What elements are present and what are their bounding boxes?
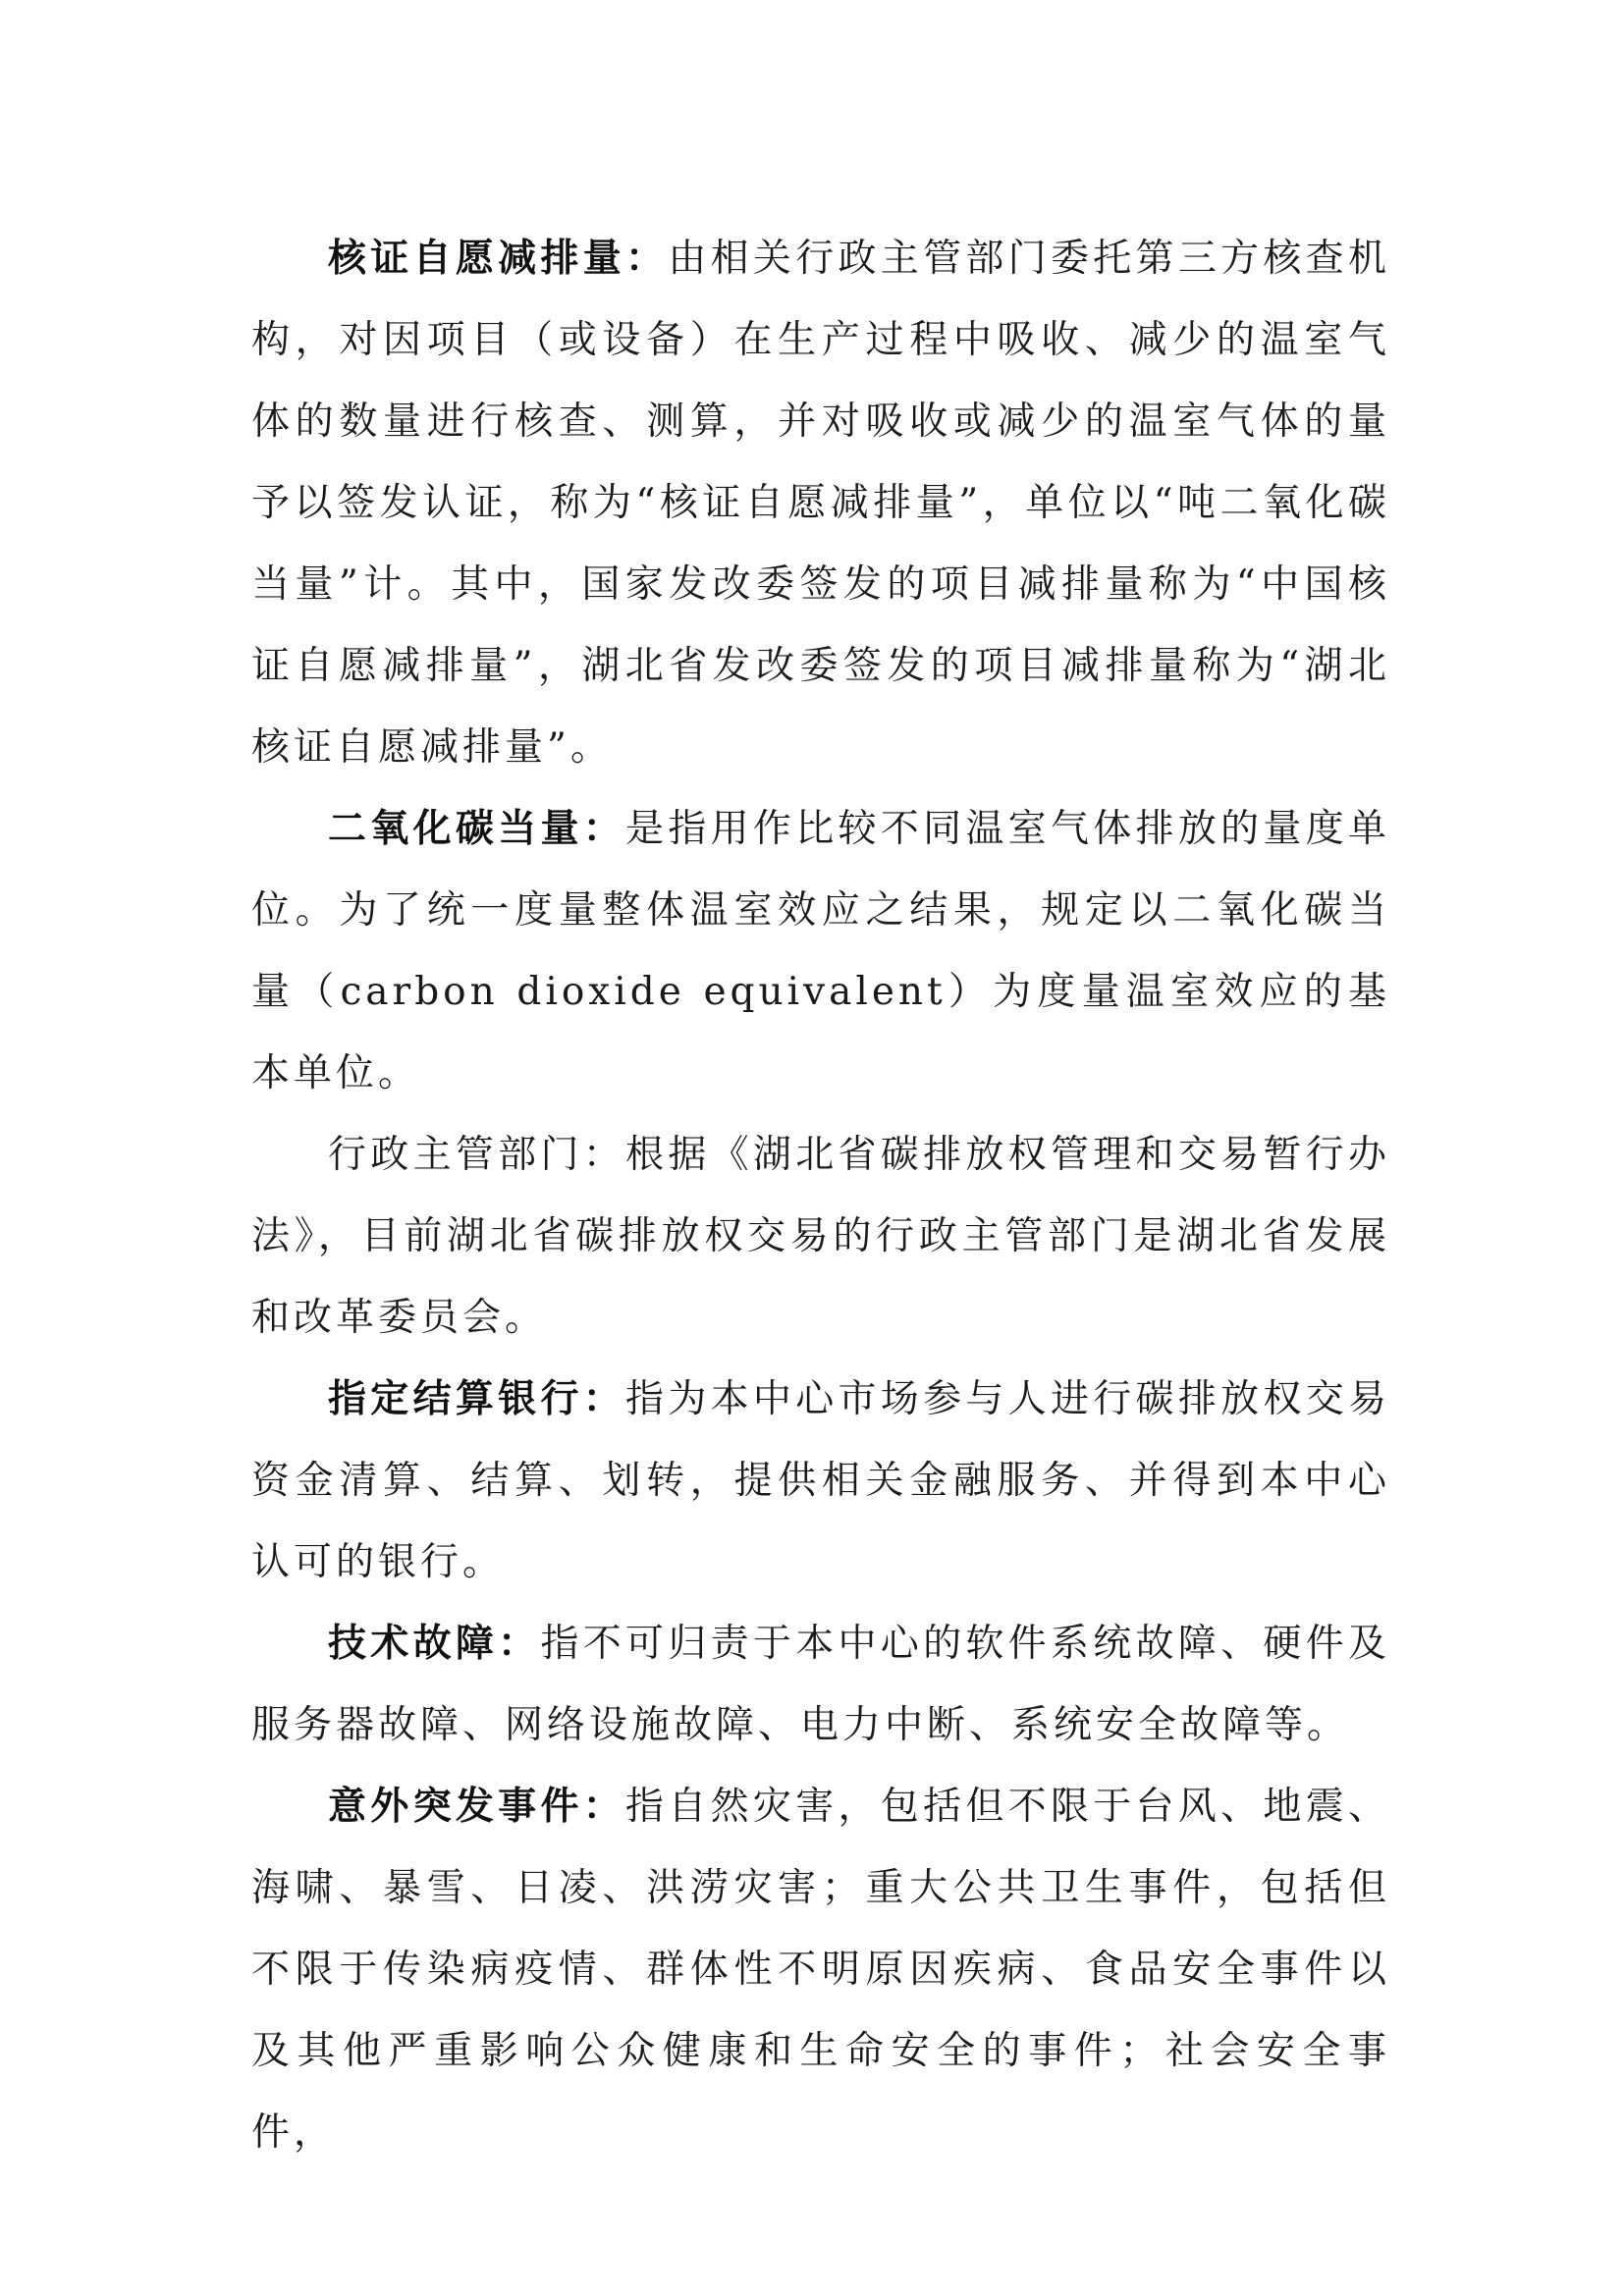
definition-text-co2e: 是指用作比较不同温室气体排放的量度单位。为了统一度量整体温室效应之结果，规定以二氧化碳当量（carbon dioxide equivalent）为度量温室效应的基本单位。 <box>251 807 1390 1095</box>
definition-paragraph-authority <box>251 1114 1390 1359</box>
term-ccer: 核证自愿减排量： <box>328 237 669 281</box>
definition-text-emergency: 指自然灾害，包括但不限于台风、地震、海啸、暴雪、日凌、洪涝灾害；重大公共卫生事件，包括但不限于传染病疫情、群体性不明原因疾病、食品安全事件以及其他严重影响公众健康和生命安全的事件；社会安全事件， <box>251 1785 1390 2155</box>
definition-paragraph-technical-fault <box>251 1603 1390 1766</box>
term-emergency: 意外突发事件： <box>328 1785 626 1829</box>
term-technical-fault: 技术故障： <box>328 1622 541 1666</box>
definition-text-authority: 根据《湖北省碳排放权管理和交易暂行办法》，目前湖北省碳排放权交易的行政主管部门是湖北省发展和改革委员会。 <box>251 1133 1390 1340</box>
term-co2e: 二氧化碳当量： <box>328 807 626 851</box>
definition-text-ccer: 由相关行政主管部门委托第三方核查机构，对因项目（或设备）在生产过程中吸收、减少的温室气体的数量进行核查、测算，并对吸收或减少的温室气体的量予以签发认证，称为“核证自愿减排量”，单位以“吨二氧化碳当量”计。其中，国家发改委签发的项目减排量称为“中国核证自愿减排量”，湖北省发改委签发的项目减排量称为“湖北核证自愿减排量”。 <box>251 237 1390 770</box>
definition-paragraph-emergency <box>251 1766 1390 2173</box>
definition-paragraph-ccer <box>251 218 1390 788</box>
document-body <box>251 218 1390 2173</box>
definition-text-settlement-bank: 指为本中心市场参与人进行碳排放权交易资金清算、结算、划转，提供相关金融服务、并得到本中心认可的银行。 <box>251 1377 1390 1584</box>
definition-paragraph-co2e <box>251 788 1390 1114</box>
definition-paragraph-settlement-bank <box>251 1359 1390 1603</box>
term-settlement-bank: 指定结算银行： <box>328 1377 626 1421</box>
term-authority: 行政主管部门： <box>328 1133 626 1177</box>
definition-text-technical-fault: 指不可归责于本中心的软件系统故障、硬件及服务器故障、网络设施故障、电力中断、系统安全故障等。 <box>251 1622 1390 1747</box>
